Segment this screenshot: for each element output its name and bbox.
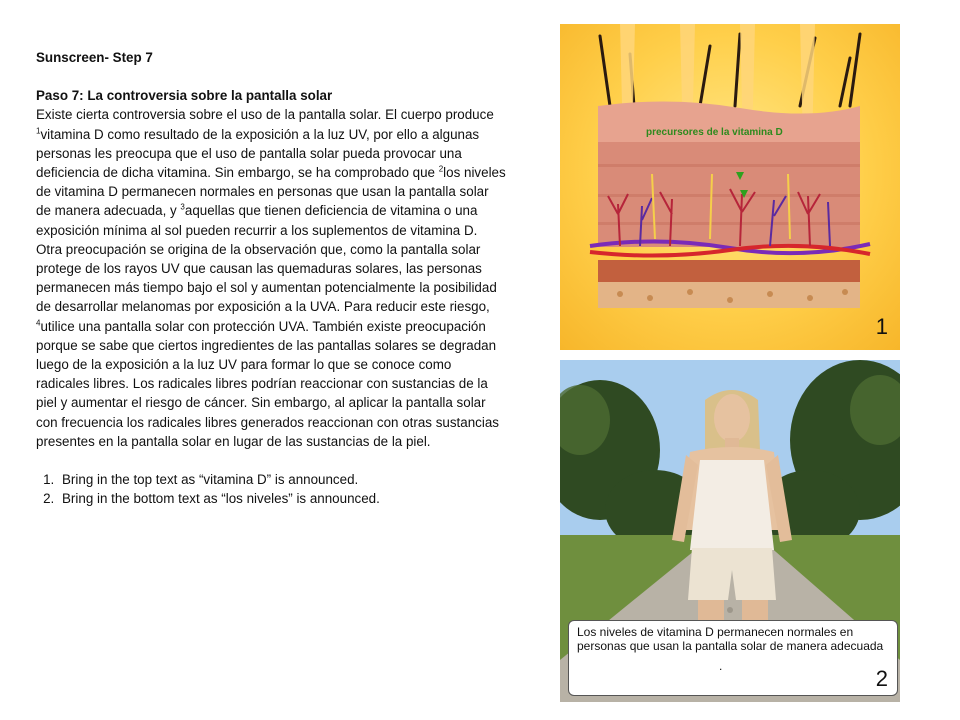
reference-marker: 1 [36,126,41,136]
panel-number: 1 [875,314,888,339]
document-title: Sunscreen- Step 7 [36,50,153,65]
list-item: 2. Bring in the bottom text as “los niveles” is announced. [58,489,506,508]
instruction-list [36,470,506,508]
body-paragraph [36,105,506,451]
vitamin-d-precursors-label: precursores de la vitamina D [646,127,783,138]
reference-marker: 2 [438,164,444,174]
panel-number: 2 [875,666,888,691]
list-item: 1. Bring in the top text as “vitamina D” is announced. [58,470,506,489]
skin-cross-section-illustration [560,24,900,350]
caption-dot: . [719,659,723,673]
body-text-segment: utilice una pantalla solar con protección UVA. También existe preocupación porque se sabe que ciertos ingredientes de las pantallas solares se degradan luego de la exposición a la luz UV para formar lo que se conoce como radicales libres. Los radicales libres podrían reaccionar con sustancias de la piel y aumentar el riesgo de cáncer. Sin embargo, al aplicar la pantalla solar con frecuencia los radicales libres generados reaccionan con otras sustancias presentes en la pantalla solar en lugar de las sustancias de la piel. [36,318,499,449]
body-text-segment: Existe cierta controversia sobre el uso de la pantalla solar. El cuerpo produce [36,107,494,123]
body-text-segment: aquellas que tienen deficiencia de vitamina o una exposición mínima al sol pueden recurrir a los suplementos de vitamina D. Otra preocupación se origina de la observación que, como la pantalla solar protege de los rayos UV que causan las quemaduras solares, las personas permanecen más tiempo bajo el sol y aumentan potencialmente la posibilidad de desarrollar melanomas por exposición a la UVA. Para reducir este riesgo, [36,203,497,315]
skin-illustration-panel [560,24,900,350]
caption-box [568,620,898,696]
caption-text: Los niveles de vitamina D permanecen normales en personas que usan la pantalla solar de manera adecuada [577,625,884,653]
reference-marker: 3 [180,202,185,212]
body-text-segment: vitamina D como resultado de la exposición a la luz UV, por ello a algunas personas les preocupa que el uso de pantalla solar pueda provocar una deficiencia de dicha vitamina. Sin embargo, se ha comprobado que [36,126,480,181]
paragraph-title: Paso 7: La controversia sobre la pantalla solar [36,88,333,104]
woman-scene-panel [560,360,900,702]
document-text [36,48,506,508]
reference-marker: 4 [36,318,41,328]
body-text-segment: los niveles de vitamina D permanecen normales en personas que usan la pantalla solar de manera adecuada, y [36,165,506,219]
